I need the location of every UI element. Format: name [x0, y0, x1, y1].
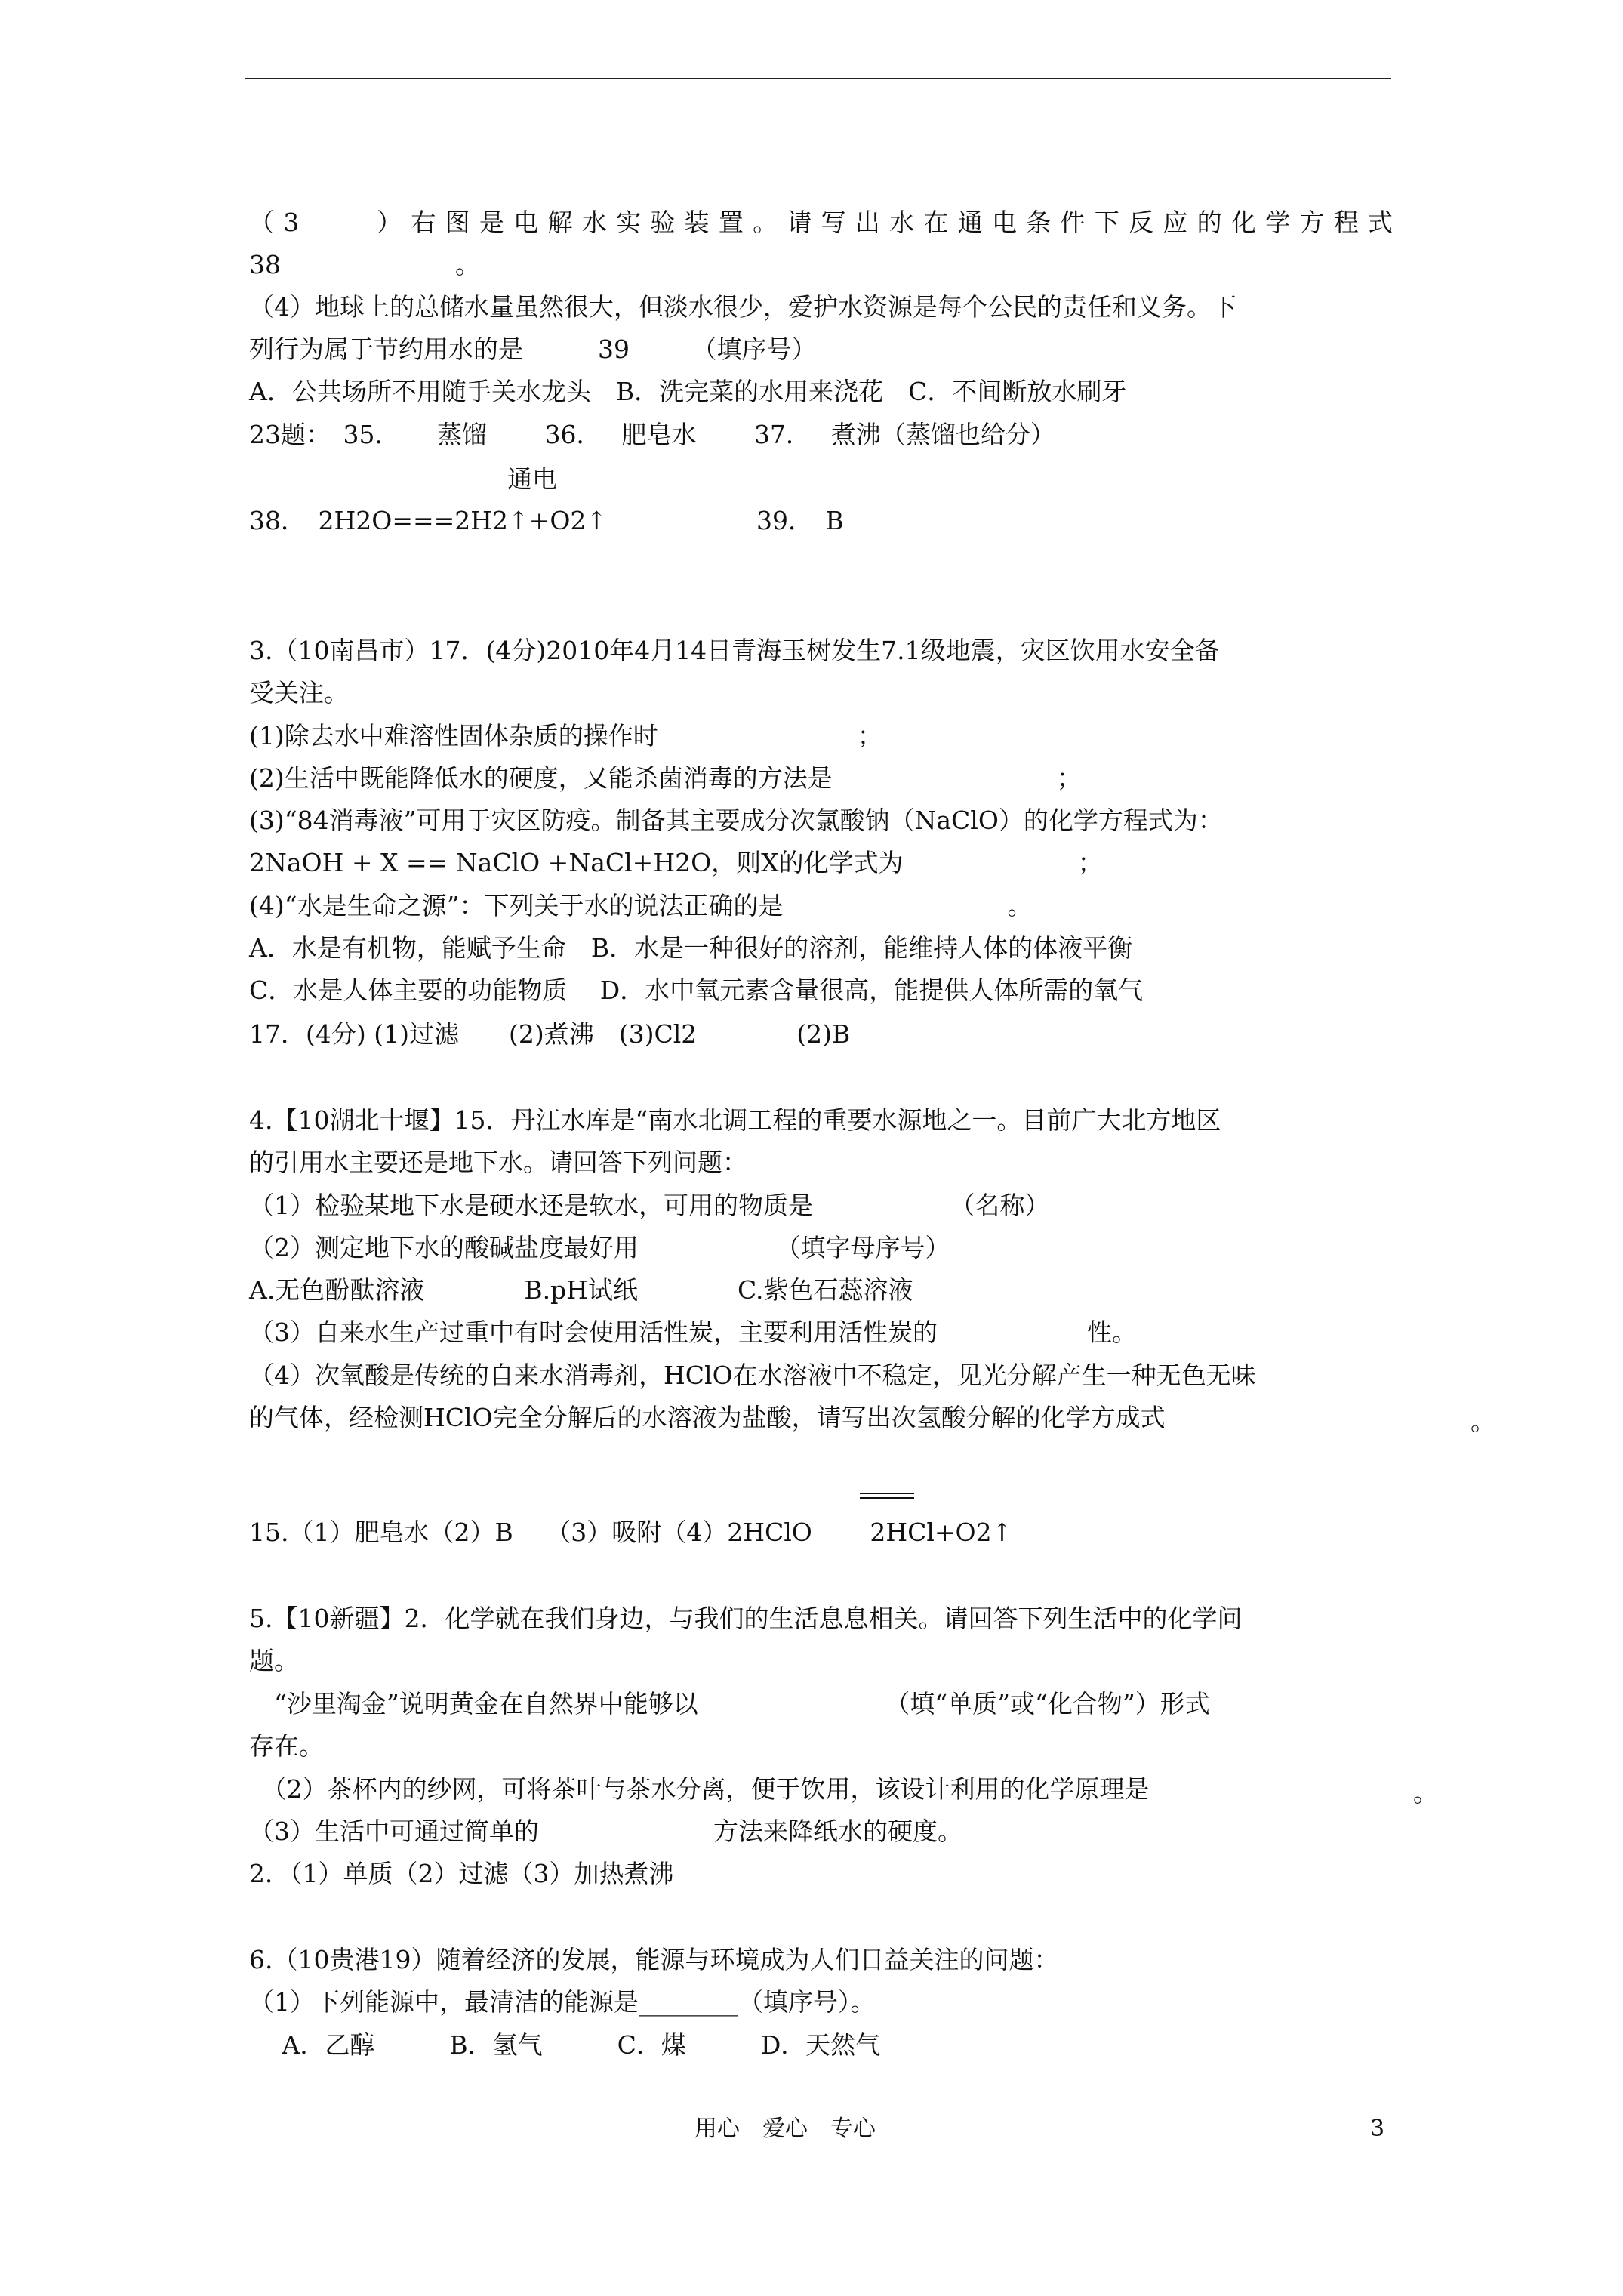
question-line: (4)“水是生命之源”：下列关于水的说法正确的是 。 [249, 891, 1033, 920]
question-line: 38 。 [249, 250, 480, 279]
question-line: 列行为属于节约用水的是 39 （填序号） [249, 334, 817, 364]
question-line: (1)除去水中难溶性固体杂质的操作时 ； [249, 721, 882, 750]
question-line: 受关注。 [249, 678, 349, 707]
answer-line: 15.（1）肥皂水（2）B （3）吸附（4）2HClO 2HCl+O2↑ [249, 1518, 1013, 1547]
question-line: 存在。 [249, 1731, 324, 1761]
option-line: A．乙醇 B．氢气 C．煤 D．天然气 [249, 2030, 881, 2060]
question-line: (2)生活中既能降低水的硬度，又能杀菌消毒的方法是 ； [249, 763, 1082, 793]
question-line: A．公共场所不用随手关水龙头 B．洗完菜的水用来浇花 C．不间断放水刷牙 [249, 377, 1127, 406]
option-line: A．水是有机物，能赋予生命 B．水是一种很好的溶剂，能维持人体的体液平衡 [249, 933, 1133, 963]
question-line: 4.【10湖北十堰】15．丹江水库是“南水北调工程的重要水源地之一。目前广大北方地区 [249, 1105, 1221, 1135]
footer-motto: 用心 爱心 专心 [694, 2116, 876, 2142]
equation-bar [860, 1497, 914, 1499]
answer-line: 23题： 35． 蒸馏 36． 肥皂水 37． 煮沸（蒸馏也给分） [249, 420, 1055, 449]
question-line: （2）茶杯内的纱网，可将茶叶与茶水分离，便于饮用，该设计利用的化学原理是 [249, 1774, 1150, 1804]
option-line: C．水是人体主要的功能物质 D．水中氧元素含量很高，能提供人体所需的氧气 [249, 975, 1144, 1005]
question-line: （4）次氧酸是传统的自来水消毒剂，HClO在水溶液中不稳定，见光分解产生一种无色无味 [249, 1361, 1256, 1390]
question-line: 题。 [249, 1646, 299, 1675]
question-line: （1）检验某地下水是硬水还是软水，可用的物质是 （名称） [249, 1191, 1050, 1220]
question-line: 5.【10新疆】2．化学就在我们身边，与我们的生活息息相关。请回答下列生活中的化学问 [249, 1604, 1243, 1633]
question-line: （1）下列能源中，最清洁的能源是________（填序号）。 [249, 1987, 876, 2017]
equation-bar [860, 1493, 914, 1494]
question-line: 的引用水主要还是地下水。请回答下列问题： [249, 1148, 747, 1177]
question-line: （2）测定地下水的酸碱盐度最好用 （填字母序号） [249, 1233, 950, 1262]
answer-line: 17．(4分) (1)过滤 (2)煮沸 (3)Cl2 (2)B [249, 1019, 851, 1049]
question-line: （3）生活中可通过简单的 方法来降纸水的硬度。 [249, 1817, 962, 1846]
question-line: （3）自来水生产过重中有时会使用活性炭，主要利用活性炭的 性。 [249, 1318, 1137, 1347]
line-end-mark: 。 [1471, 1407, 1495, 1436]
question-line: （4）地球上的总储水量虽然很大，但淡水很少，爱护水资源是每个公民的责任和义务。下 [249, 292, 1236, 322]
question-line: “沙里淘金”说明黄金在自然界中能够以 （填“单质”或“化合物”）形式 [249, 1689, 1210, 1718]
header-rule [245, 78, 1391, 79]
line-end-mark: 。 [1413, 1778, 1438, 1808]
question-line: （3 ）右图是电解水实验装置。请写出水在通电条件下反应的化学方程式 [249, 208, 1393, 237]
question-line: 2NaOH + X == NaClO +NaCl+H2O，则X的化学式为 ； [249, 848, 1103, 877]
question-line: 3.（10南昌市）17．(4分)2010年4月14日青海玉树发生7.1级地震，灾区饮用水安全备 [249, 636, 1220, 665]
option-line: A.无色酚酞溶液 B.pH试纸 C.紫色石蕊溶液 [249, 1275, 913, 1305]
answer-line: 38． 2H2O===2H2↑+O2↑ 39． B [249, 506, 844, 535]
answer-line: 2．（1）单质（2）过滤（3）加热煮沸 [249, 1859, 674, 1888]
question-line: 的气体，经检测HClO完全分解后的水溶液为盐酸，请写出次氢酸分解的化学方成式 [249, 1403, 1166, 1432]
question-line: (3)“84消毒液”可用于灾区防疫。制备其主要成分次氯酸钠（NaClO）的化学方程式为： [249, 806, 1223, 835]
page-number: 3 [1370, 2116, 1385, 2142]
question-line: 6.（10贵港19）随着经济的发展，能源与环境成为人们日益关注的问题： [249, 1945, 1059, 1974]
reaction-condition: 通电 [507, 464, 557, 494]
